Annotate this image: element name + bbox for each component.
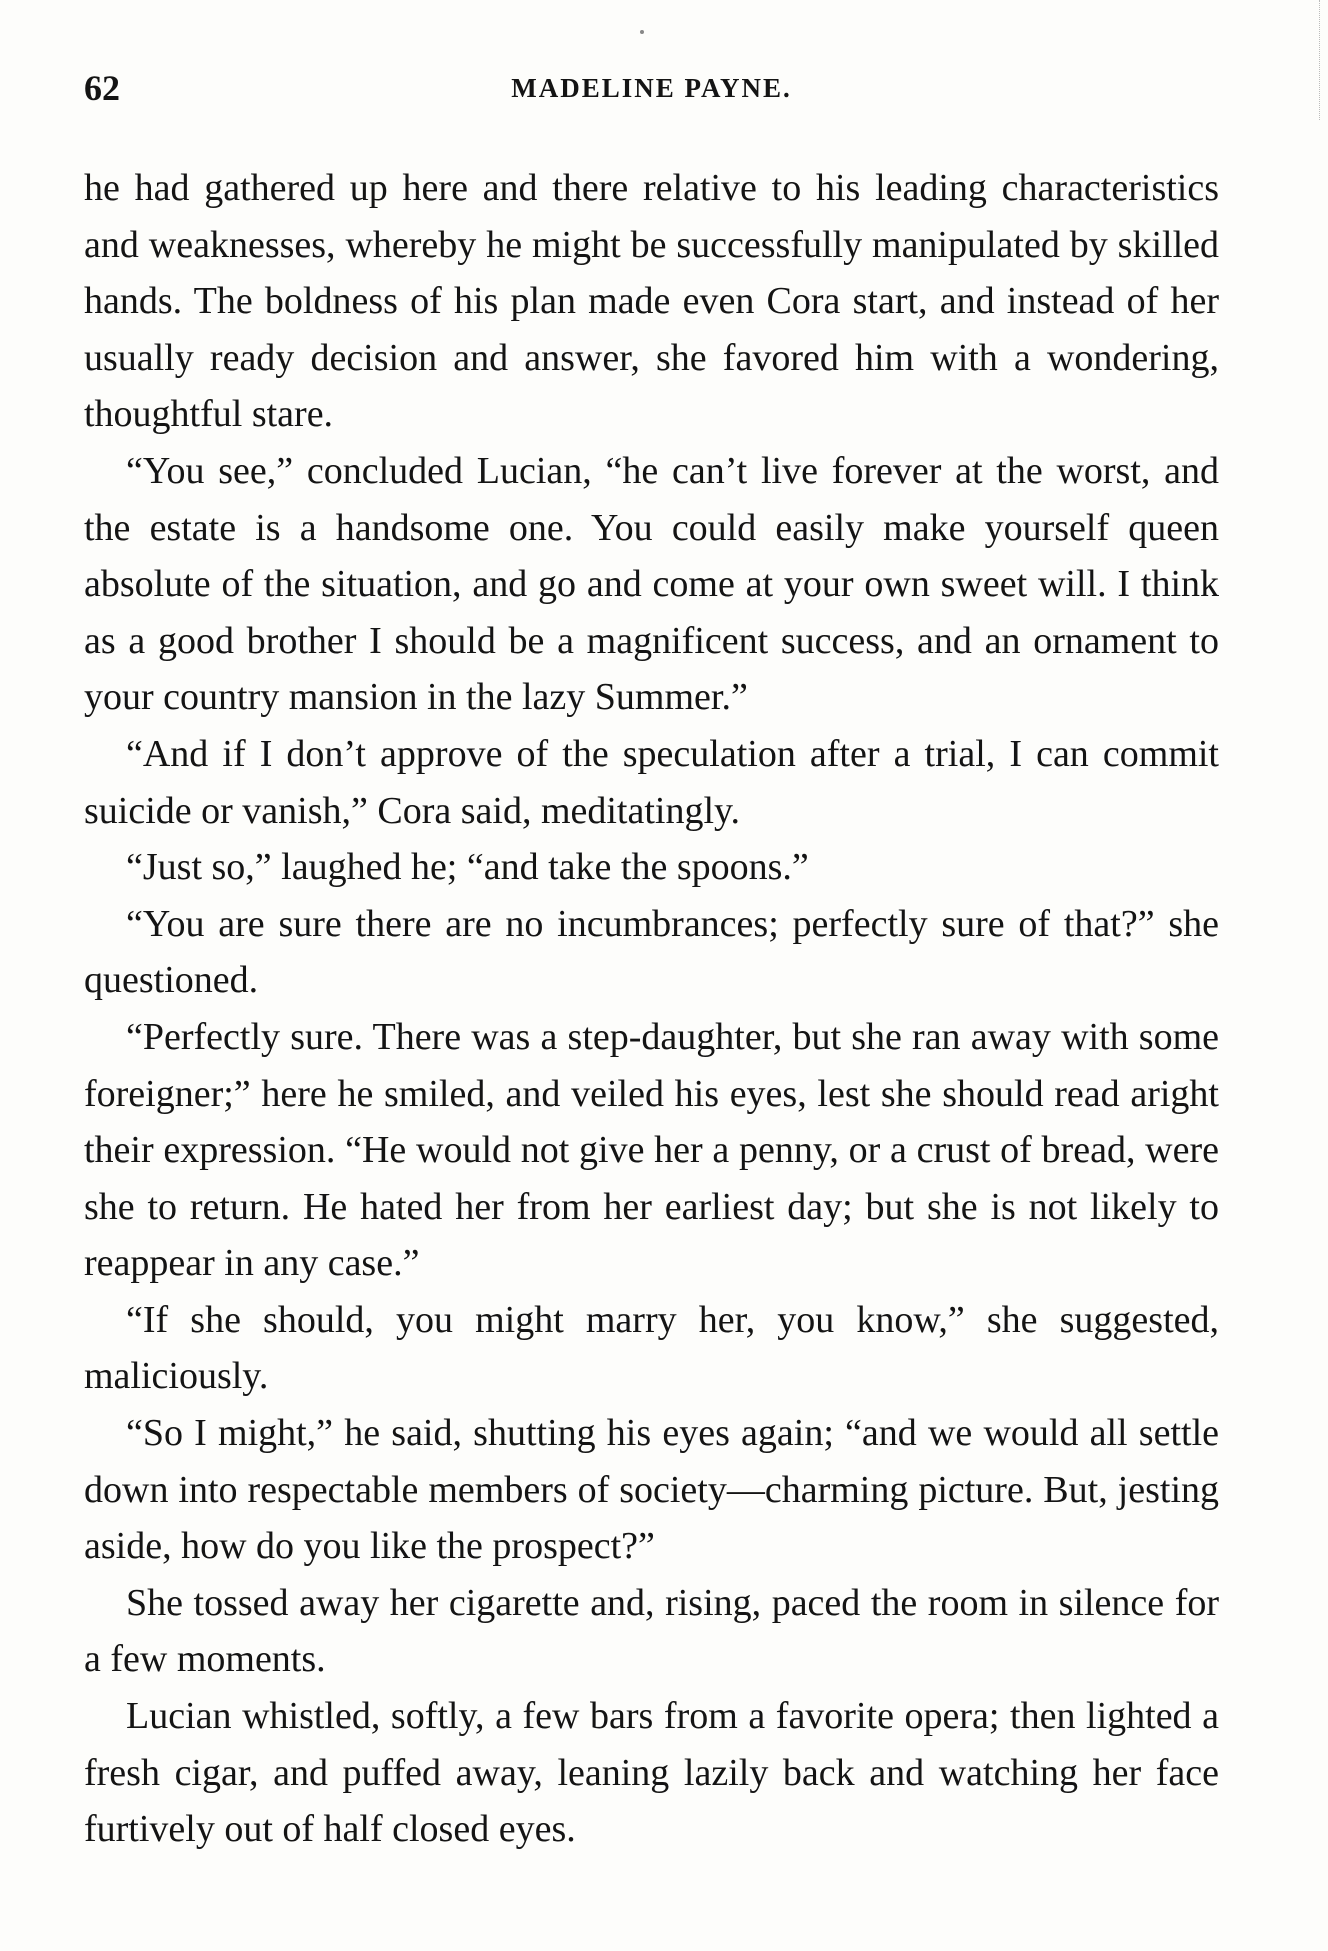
- paragraph: “You see,” concluded Lucian, “he can’t live forever at the worst, and the estate is a handsome one. You could easily make yourself queen absolute of the situation, and go and come at your own sweet will. I think as a good brother I should be a magnificent success, and an ornament to your country mansion in the lazy Summer.”: [84, 449, 1219, 719]
- paragraph: She tossed away her cigarette and, rising, paced the room in silence for a few moments.: [84, 1581, 1219, 1681]
- paragraph: “And if I don’t approve of the speculation after a trial, I can commit suicide or vanish,” Cora said, meditatingly.: [84, 732, 1219, 832]
- scan-edge-noise: [1316, 0, 1320, 120]
- paragraph: Lucian whistled, softly, a few bars from a favorite opera; then lighted a fresh cigar, and puffed away, leaning lazily back and watching her face furtively out of half closed eyes.: [84, 1695, 1219, 1851]
- body-text: [84, 160, 1219, 1858]
- scan-speck: [640, 30, 644, 34]
- page-number: 62: [84, 68, 120, 108]
- paragraph: “You are sure there are no incumbrances; perfectly sure of that?” she questioned.: [84, 902, 1219, 1002]
- paragraph: “Just so,” laughed he; “and take the spoons.”: [126, 846, 809, 889]
- paragraph: “So I might,” he said, shutting his eyes again; “and we would all settle down into respectable members of society—charming picture. But, jesting aside, how do you like the prospect?”: [84, 1412, 1219, 1568]
- running-head: [84, 58, 1219, 118]
- paragraph: “If she should, you might marry her, you know,” she suggested, maliciously.: [84, 1298, 1219, 1398]
- paragraph: “Perfectly sure. There was a step-daughter, but she ran away with some foreigner;” here he smiled, and veiled his eyes, lest she should read aright their expression. “He would not give her a penny, or a crust of bread, were she to return. He hated her from her earliest day; but she is not likely to reappear in any case.”: [84, 1015, 1219, 1285]
- running-title: MADELINE PAYNE.: [511, 73, 792, 103]
- paragraph: he had gathered up here and there relative to his leading characteristics and weaknesses, whereby he might be successfully manipulated by skilled hands. The boldness of his plan made even Cora start, and instead of her usually ready decision and answer, she favored him with a wondering, thoughtful stare.: [84, 167, 1219, 436]
